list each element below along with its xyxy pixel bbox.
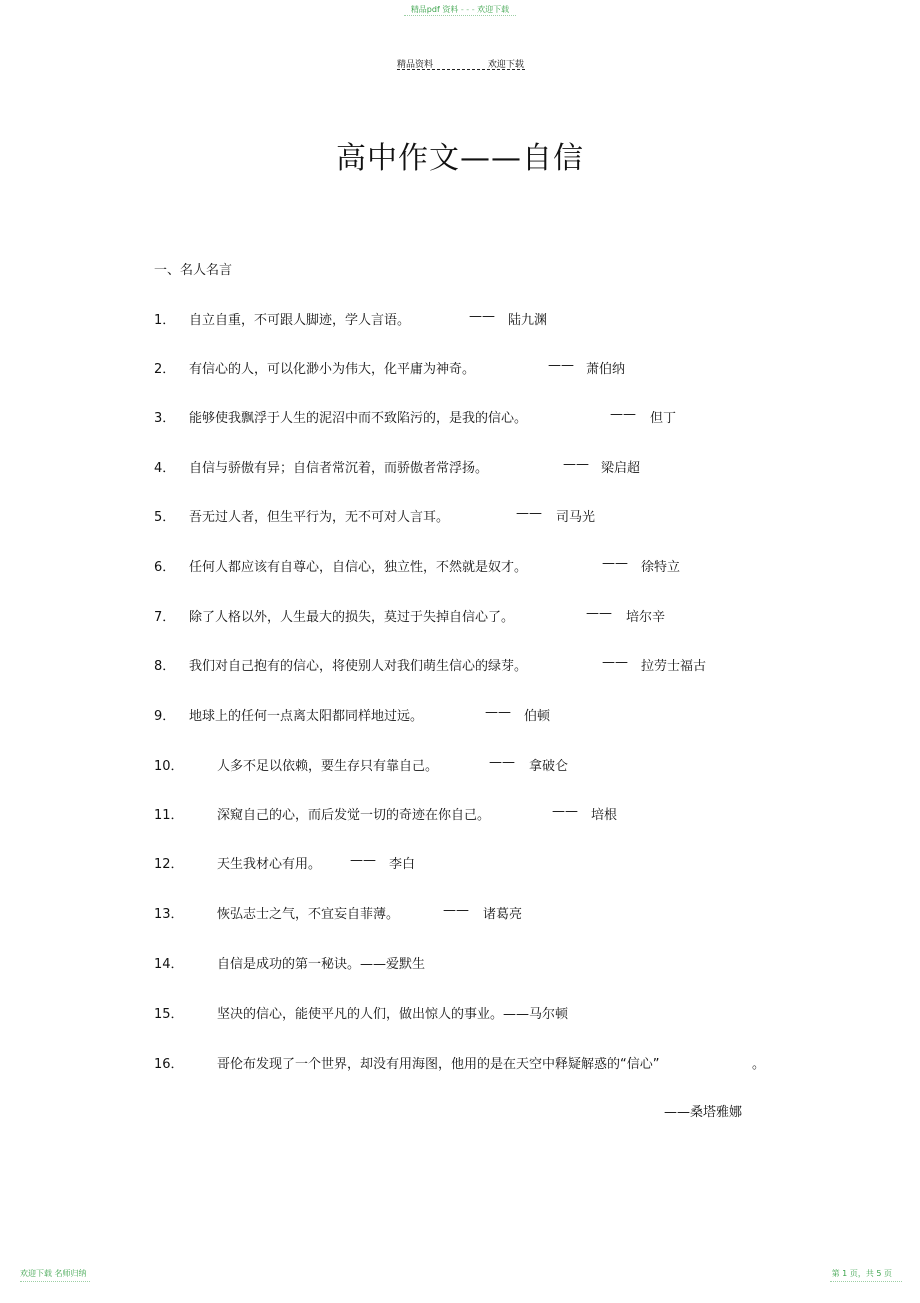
top-banner-left: 精品pdf 资料 <box>410 5 459 14</box>
quote-text: 自信与骄傲有异；自信者常沉着，而骄傲者常浮扬。 <box>189 461 489 476</box>
quote-author-closing: ——桑塔雅娜 <box>664 1105 743 1120</box>
quote-number: 3． <box>154 411 176 426</box>
quote-number: 7． <box>154 610 176 625</box>
quote-number: 6． <box>154 560 176 575</box>
footer-left: 欢迎下载 名师归纳 <box>20 1269 87 1278</box>
quote-text: 自信是成功的第一秘诀。——爱默生 <box>217 957 426 972</box>
section-heading: 一、名人名言 <box>154 263 233 278</box>
quote-number: 1． <box>154 313 176 328</box>
quote-number: 12． <box>154 857 184 872</box>
quote-author: 司马光 <box>556 510 596 525</box>
quote-text: 任何人都应该有自尊心，自信心，独立性，不然就是奴才。 <box>189 560 528 575</box>
quote-author: 培根 <box>591 808 618 823</box>
quote-author: 拿破仑 <box>529 759 569 774</box>
quote-text: 深窥自己的心，而后发觉一切的奇迹在你自己。 <box>217 808 491 823</box>
quote-number: 14． <box>154 957 184 972</box>
quote-dash: —— <box>485 705 511 720</box>
page-title: 高中作文——自信 <box>336 141 584 176</box>
quote-dash: —— <box>516 506 542 521</box>
quote-dash: —— <box>586 606 612 621</box>
quote-number: 2． <box>154 362 176 377</box>
quote-author: 陆九渊 <box>508 313 548 328</box>
quote-dash: —— <box>443 903 469 918</box>
quote-number: 8． <box>154 659 176 674</box>
quote-author: 伯顿 <box>524 709 551 724</box>
quote-author: 诸葛亮 <box>483 907 523 922</box>
quote-dash: —— <box>548 358 574 373</box>
quote-text: 有信心的人，可以化渺小为伟大，化平庸为神奇。 <box>189 362 476 377</box>
quote-number: 16． <box>154 1057 184 1072</box>
quote-number: 13． <box>154 907 184 922</box>
quote-end-mark: 。 <box>752 1057 766 1072</box>
quote-dash: —— <box>469 309 495 324</box>
quote-text: 哥伦布发现了一个世界，却没有用海图，他用的是在天空中释疑解惑的“信心” <box>217 1057 660 1072</box>
quote-text: 地球上的任何一点离太阳都同样地过远。 <box>189 709 424 724</box>
quote-text: 人多不足以依赖，要生存只有靠自己。 <box>217 759 439 774</box>
quote-text: 天生我材心有用。 <box>217 857 322 872</box>
quote-dash: —— <box>563 457 589 472</box>
quote-text: 吾无过人者，但生平行为，无不可对人言耳。 <box>189 510 450 525</box>
quote-dash: —— <box>350 853 376 868</box>
page-number: 第 1 页，共 5 页 <box>831 1269 892 1278</box>
top-banner-separator: - - - <box>460 5 475 14</box>
footer-dots-left <box>20 1281 90 1282</box>
quote-author: 萧伯纳 <box>586 362 626 377</box>
quote-text: 除了人格以外，人生最大的损失，莫过于失掉自信心了。 <box>189 610 515 625</box>
quote-number: 11． <box>154 808 184 823</box>
quote-author: 李白 <box>389 857 416 872</box>
quote-number: 10． <box>154 759 184 774</box>
quote-text: 坚决的信心，能使平凡的人们，做出惊人的事业。——马尔顿 <box>217 1007 569 1022</box>
quote-dash: —— <box>602 655 628 670</box>
quote-number: 9． <box>154 709 176 724</box>
header-left: 精品资料 <box>397 60 434 70</box>
top-banner <box>0 4 920 15</box>
quote-author: 培尔辛 <box>626 610 666 625</box>
quote-dash: —— <box>552 804 578 819</box>
quote-text: 自立自重，不可跟人脚迹，学人言语。 <box>189 313 411 328</box>
quote-dash: —— <box>489 755 515 770</box>
quote-number: 15． <box>154 1007 184 1022</box>
quote-text: 能够使我飘浮于人生的泥沼中而不致陷污的，是我的信心。 <box>189 411 528 426</box>
quote-dash: —— <box>610 407 636 422</box>
quote-dash: —— <box>602 556 628 571</box>
footer-dots-right <box>830 1281 902 1282</box>
quote-author: 徐特立 <box>641 560 681 575</box>
top-banner-dots <box>404 15 516 18</box>
quote-author: 拉劳士福古 <box>641 659 707 674</box>
header-right: 欢迎下载 <box>487 60 524 70</box>
quote-author: 但丁 <box>650 411 677 426</box>
quote-text: 我们对自己抱有的信心，将使别人对我们萌生信心的绿芽。 <box>189 659 528 674</box>
quote-text: 恢弘志士之气，不宜妄自菲薄。 <box>217 907 400 922</box>
header-divider <box>397 69 525 70</box>
quote-author: 梁启超 <box>601 461 641 476</box>
top-banner-right: 欢迎下载 <box>477 5 510 14</box>
quote-number: 4． <box>154 461 176 476</box>
quote-number: 5． <box>154 510 176 525</box>
